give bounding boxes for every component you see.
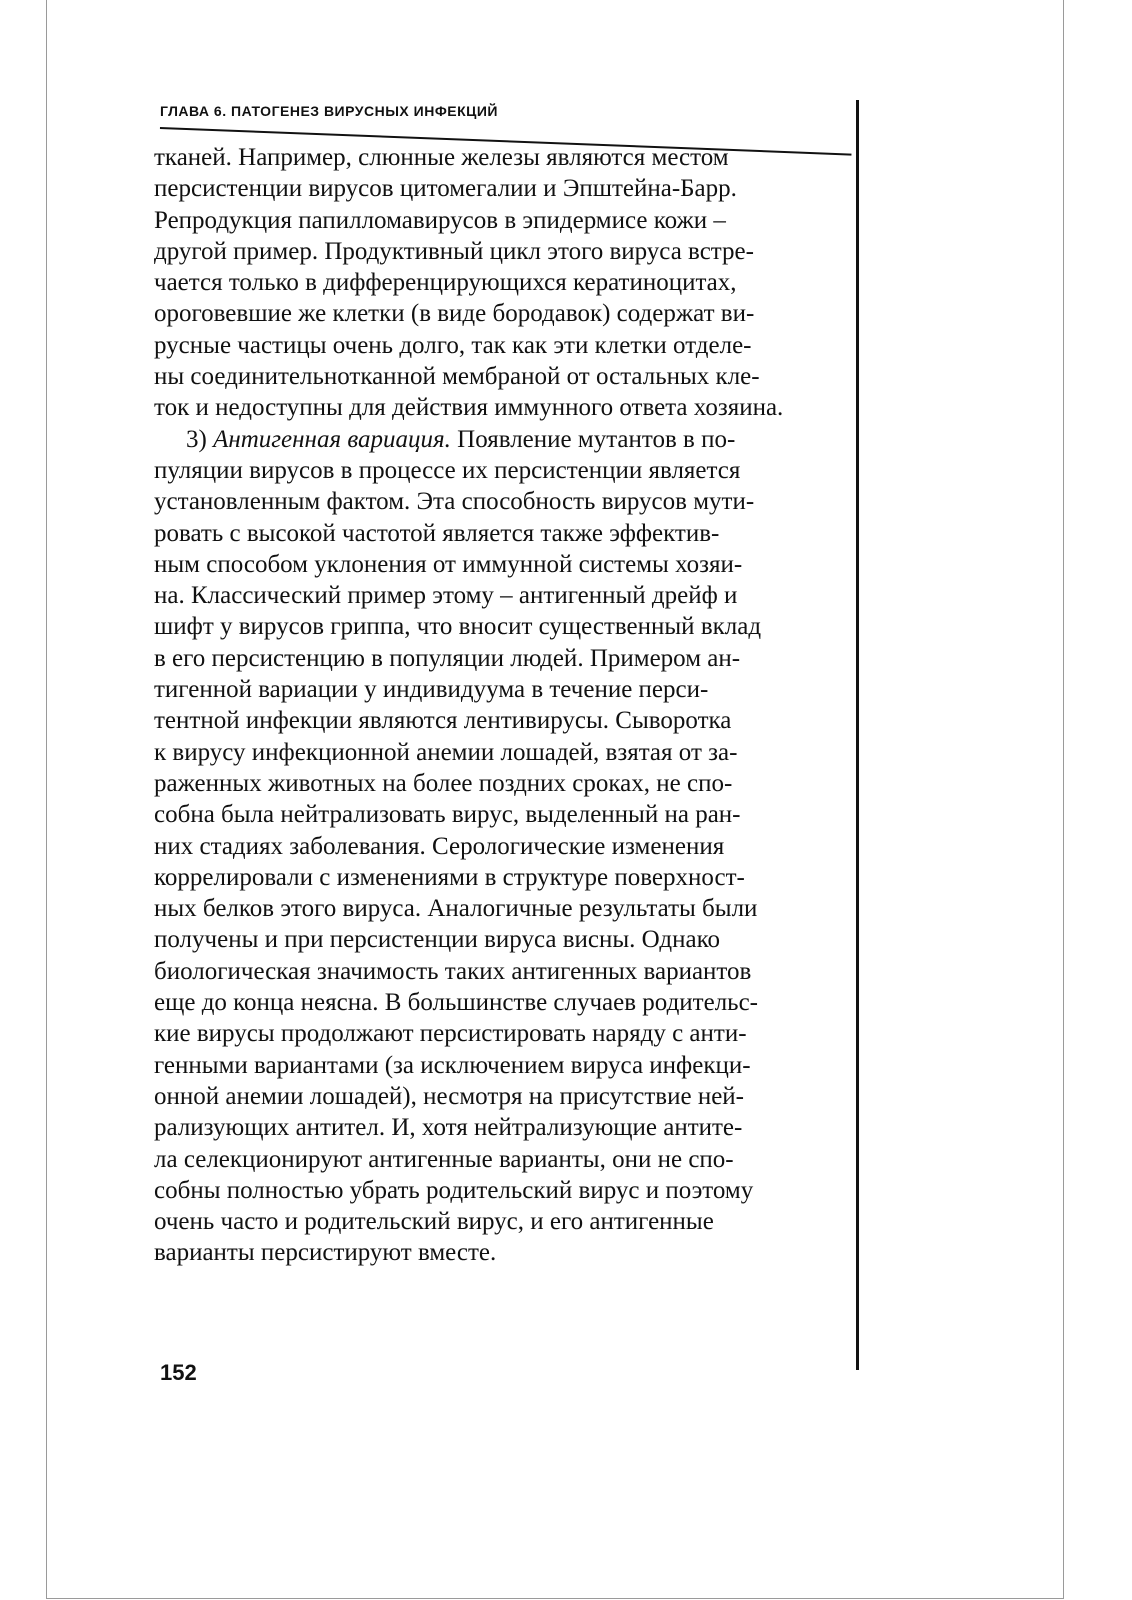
text-line: кие вирусы продолжают персистировать наряду с анти- (154, 1020, 747, 1048)
page-body (154, 142, 852, 1269)
text-line: собна была нейтрализовать вирус, выделенный на ран- (154, 801, 741, 829)
text-line: чается только в дифференцирующихся кератиноцитах, (154, 269, 737, 297)
text-line: пуляции вирусов в процессе их персистенции является (154, 456, 741, 484)
text-line: рализующих антител. И, хотя нейтрализующие антите- (154, 1114, 743, 1142)
paragraph-first-line (154, 424, 852, 455)
text-line: русные частицы очень долго, так как эти клетки отделе- (154, 331, 752, 359)
page-number: 152 (160, 1360, 197, 1385)
text-line: получены и при персистенции вируса висны. Однако (154, 926, 720, 954)
text-line: очень часто и родительский вирус, и его антигенные (154, 1208, 714, 1236)
text-line-rest: Появление мутантов в по- (457, 425, 736, 453)
text-line: ны соединительнотканной мембраной от остальных кле- (154, 363, 760, 391)
paragraph-antigenic-variation (154, 424, 852, 1269)
text-line: другой пример. Продуктивный цикл этого вируса встре- (154, 237, 754, 265)
text-line: в его персистенцию в популяции людей. Примером ан- (154, 644, 741, 672)
text-line: шифт у вирусов гриппа, что вносит существенный вклад (154, 613, 762, 641)
page-edge-line (856, 100, 859, 1370)
text-line: генными вариантами (за исключением вируса инфекци- (154, 1051, 751, 1079)
text-line: ных белков этого вируса. Аналогичные результаты были (154, 895, 758, 923)
text-line: тканей. Например, слюнные железы являются местом (154, 144, 729, 171)
text-line: онной анемии лошадей), несмотря на присутствие ней- (154, 1082, 745, 1110)
text-line: ным способом уклонения от иммунной системы хозяи- (154, 550, 743, 578)
text-line: биологическая значимость таких антигенных вариантов (154, 957, 752, 985)
text-line: ровать с высокой частотой является также эффектив- (154, 519, 720, 547)
text-line: Репродукция папилломавирусов в эпидермисе кожи – (154, 206, 726, 234)
text-line: к вирусу инфекционной анемии лошадей, взятая от за- (154, 738, 738, 766)
text-line: ла селекционируют антигенные варианты, они не спо- (154, 1145, 734, 1173)
text-line: тигенной вариации у индивидуума в течение перси- (154, 676, 709, 704)
text-line: варианты персистируют вместе. (154, 1239, 497, 1267)
text-line: раженных животных на более поздних сроках, не спо- (154, 769, 733, 797)
text-line: коррелировали с изменениями в структуре поверхност- (154, 863, 745, 891)
text-line: ороговевшие же клетки (в виде бородавок) содержат ви- (154, 300, 755, 328)
text-line: них стадиях заболевания. Серологические изменения (154, 832, 725, 860)
text-line: ток и недоступны для действия иммунного ответа хозяина. (154, 394, 784, 422)
text-line: установленным фактом. Эта способность вирусов мути- (154, 488, 755, 516)
paragraph-continuation (154, 142, 852, 424)
list-number: 3) (186, 425, 207, 453)
text-line: персистенции вирусов цитомегалии и Эпштейна-Барр. (154, 175, 737, 203)
text-line: тентной инфекции являются лентивирусы. Сыворотка (154, 707, 732, 735)
running-header: ГЛАВА 6. ПАТОГЕНЕЗ ВИРУСНЫХ ИНФЕКЦИЙ (160, 103, 498, 119)
section-lead-in: Антигенная вариация. (213, 425, 451, 453)
text-line: еще до конца неясна. В большинстве случаев родительс- (154, 989, 759, 1017)
text-line: на. Классический пример этому – антигенный дрейф и (154, 582, 738, 610)
text-line: собны полностью убрать родительский вирус и поэтому (154, 1176, 754, 1204)
